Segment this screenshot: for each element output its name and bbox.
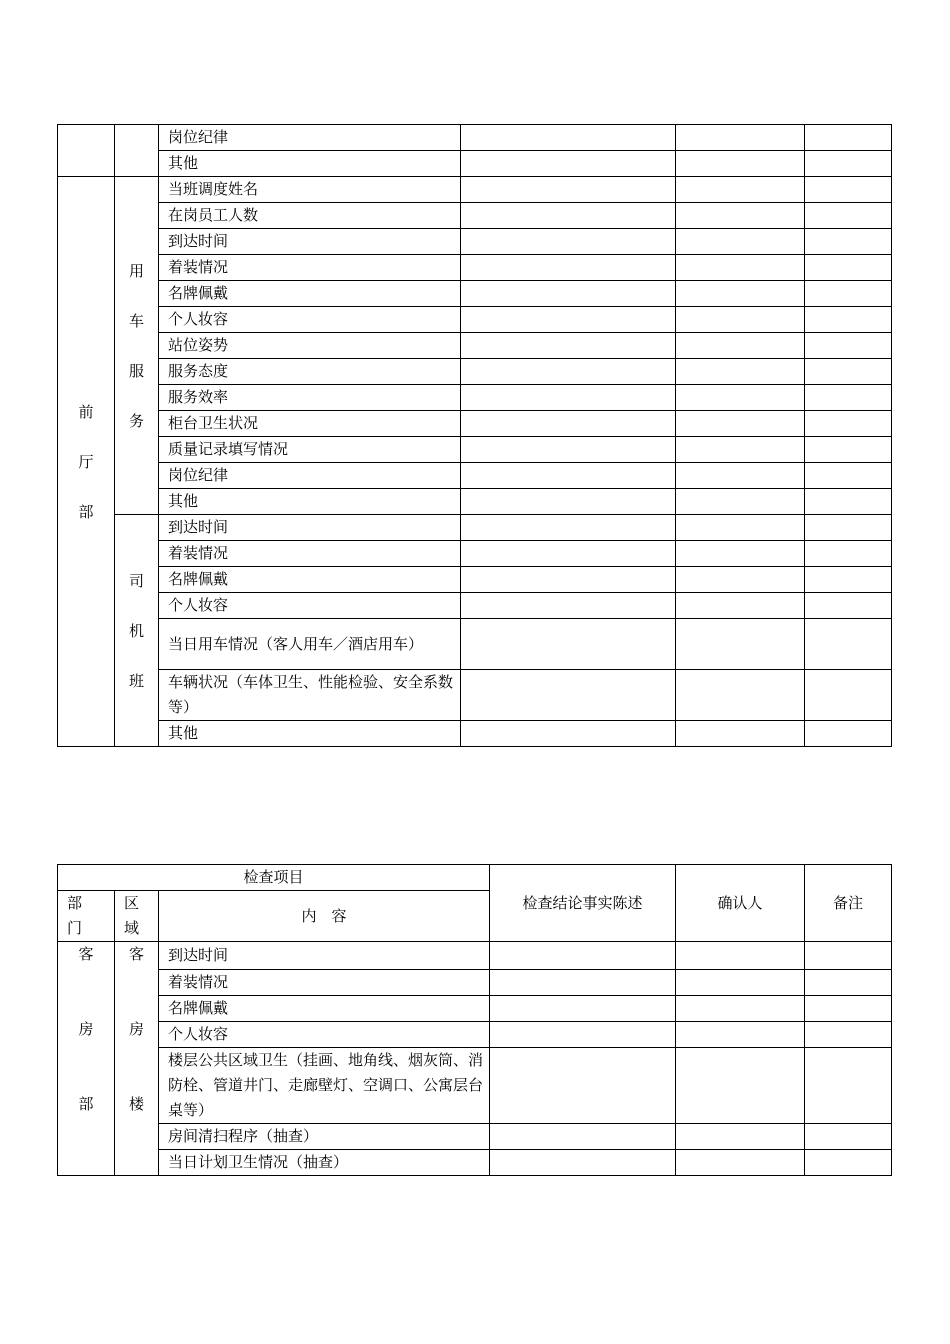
- row-conclusion-cell: [490, 1022, 676, 1048]
- area-char: 班: [128, 671, 144, 690]
- header-area-text: 区域: [124, 894, 140, 937]
- row-confirmer-cell: [676, 670, 805, 721]
- table-row: [58, 489, 892, 515]
- row-conclusion-cell: [461, 307, 676, 333]
- row-content: 个人妆容: [159, 1022, 490, 1048]
- row-remarks-cell: [805, 670, 892, 721]
- row-confirmer-cell: [676, 255, 805, 281]
- row-remarks-cell: [805, 721, 892, 747]
- row-content: 楼层公共区域卫生（挂画、地角线、烟灰筒、消防栓、管道井门、走廊壁灯、空调口、公寓层台桌等）: [159, 1048, 490, 1124]
- dept-cell: [58, 125, 115, 177]
- row-content: 名牌佩戴: [159, 996, 490, 1022]
- dept-char: 部: [78, 1095, 94, 1113]
- row-remarks-cell: [805, 307, 892, 333]
- row-confirmer-cell: [676, 177, 805, 203]
- row-conclusion-cell: [490, 996, 676, 1022]
- row-confirmer-cell: [676, 229, 805, 255]
- table-row: [58, 1124, 892, 1150]
- row-conclusion-cell: [490, 942, 676, 970]
- row-conclusion-cell: [461, 593, 676, 619]
- table-row: [58, 942, 892, 970]
- area-char: 务: [128, 411, 144, 430]
- dept-cell-housekeeping: [58, 942, 115, 1176]
- row-remarks-cell: [805, 411, 892, 437]
- row-remarks-cell: [805, 385, 892, 411]
- row-conclusion-cell: [490, 1150, 676, 1176]
- row-confirmer-cell: [676, 203, 805, 229]
- row-confirmer-cell: [676, 567, 805, 593]
- table-row: [58, 333, 892, 359]
- row-conclusion-cell: [461, 411, 676, 437]
- table-row: [58, 721, 892, 747]
- row-content: 当班调度姓名: [159, 177, 461, 203]
- row-content: 服务效率: [159, 385, 461, 411]
- table-row: [58, 996, 892, 1022]
- row-conclusion-cell: [461, 281, 676, 307]
- row-confirmer-cell: [676, 125, 805, 151]
- dept-char: 部: [78, 502, 94, 521]
- area-char: 机: [128, 621, 144, 640]
- row-confirmer-cell: [676, 593, 805, 619]
- row-conclusion-cell: [461, 255, 676, 281]
- table-row: [58, 385, 892, 411]
- table-row: [58, 670, 892, 721]
- row-content: 房间清扫程序（抽查）: [159, 1124, 490, 1150]
- row-content: 其他: [159, 489, 461, 515]
- row-confirmer-cell: [676, 1048, 805, 1124]
- row-conclusion-cell: [461, 125, 676, 151]
- row-remarks-cell: [805, 593, 892, 619]
- header-area: [115, 891, 159, 942]
- row-remarks-cell: [805, 489, 892, 515]
- row-conclusion-cell: [490, 1048, 676, 1124]
- row-conclusion-cell: [461, 333, 676, 359]
- header-dept: [58, 891, 115, 942]
- dept-cell-front-office: [58, 177, 115, 747]
- table-row: [58, 359, 892, 385]
- area-char: 司: [128, 571, 144, 590]
- row-confirmer-cell: [676, 996, 805, 1022]
- row-confirmer-cell: [676, 1022, 805, 1048]
- table-row: [58, 125, 892, 151]
- row-conclusion-cell: [461, 177, 676, 203]
- row-content: 个人妆容: [159, 307, 461, 333]
- row-confirmer-cell: [676, 151, 805, 177]
- area-cell-driver-team: [115, 515, 159, 747]
- table-row: [58, 463, 892, 489]
- header-dept-text: 部门: [67, 894, 83, 937]
- row-content: 站位姿势: [159, 333, 461, 359]
- row-remarks-cell: [805, 970, 892, 996]
- row-remarks-cell: [805, 203, 892, 229]
- row-remarks-cell: [805, 177, 892, 203]
- row-content: 个人妆容: [159, 593, 461, 619]
- area-cell: [115, 125, 159, 177]
- row-remarks-cell: [805, 1048, 892, 1124]
- row-content: 着装情况: [159, 970, 490, 996]
- header-conclusion: 检查结论事实陈述: [490, 865, 676, 942]
- row-remarks-cell: [805, 619, 892, 670]
- row-content: 其他: [159, 721, 461, 747]
- table-row: [58, 177, 892, 203]
- table-row: [58, 1150, 892, 1176]
- row-content: 在岗员工人数: [159, 203, 461, 229]
- header-content: 内 容: [159, 891, 490, 942]
- row-remarks-cell: [805, 996, 892, 1022]
- row-confirmer-cell: [676, 437, 805, 463]
- table-row: [58, 151, 892, 177]
- row-content: 柜台卫生状况: [159, 411, 461, 437]
- row-remarks-cell: [805, 1150, 892, 1176]
- row-confirmer-cell: [676, 1124, 805, 1150]
- table-row: [58, 1048, 892, 1124]
- dept-char: 厅: [78, 452, 94, 471]
- row-confirmer-cell: [676, 515, 805, 541]
- row-confirmer-cell: [676, 619, 805, 670]
- row-conclusion-cell: [461, 385, 676, 411]
- row-conclusion-cell: [461, 567, 676, 593]
- row-confirmer-cell: [676, 281, 805, 307]
- row-content: 名牌佩戴: [159, 567, 461, 593]
- row-conclusion-cell: [461, 721, 676, 747]
- row-remarks-cell: [805, 567, 892, 593]
- row-confirmer-cell: [676, 359, 805, 385]
- table-row: [58, 437, 892, 463]
- row-remarks-cell: [805, 281, 892, 307]
- row-confirmer-cell: [676, 721, 805, 747]
- row-content: 车辆状况（车体卫生、性能检验、安全系数等）: [159, 670, 461, 721]
- row-remarks-cell: [805, 1124, 892, 1150]
- dept-char: 客: [78, 945, 94, 963]
- row-confirmer-cell: [676, 541, 805, 567]
- row-confirmer-cell: [676, 307, 805, 333]
- area-char: 楼: [128, 1095, 144, 1113]
- table-row: [58, 255, 892, 281]
- row-confirmer-cell: [676, 385, 805, 411]
- row-remarks-cell: [805, 942, 892, 970]
- table-row: [58, 619, 892, 670]
- area-char: 服: [128, 361, 144, 380]
- row-confirmer-cell: [676, 411, 805, 437]
- row-remarks-cell: [805, 255, 892, 281]
- table-row: [58, 567, 892, 593]
- row-content: 名牌佩戴: [159, 281, 461, 307]
- row-confirmer-cell: [676, 333, 805, 359]
- row-conclusion-cell: [461, 489, 676, 515]
- table-row: [58, 1022, 892, 1048]
- row-confirmer-cell: [676, 489, 805, 515]
- row-content: 当日计划卫生情况（抽查）: [159, 1150, 490, 1176]
- table-row: [58, 307, 892, 333]
- row-conclusion-cell: [461, 541, 676, 567]
- row-content: 其他: [159, 151, 461, 177]
- table-row: [58, 229, 892, 255]
- row-remarks-cell: [805, 333, 892, 359]
- row-confirmer-cell: [676, 942, 805, 970]
- row-confirmer-cell: [676, 1150, 805, 1176]
- inspection-table-housekeeping: [57, 864, 892, 1176]
- row-content: 岗位纪律: [159, 125, 461, 151]
- row-content: 到达时间: [159, 515, 461, 541]
- row-confirmer-cell: [676, 970, 805, 996]
- table-row: [58, 515, 892, 541]
- row-content: 服务态度: [159, 359, 461, 385]
- row-conclusion-cell: [461, 151, 676, 177]
- dept-char: 前: [78, 402, 94, 421]
- area-char: 房: [128, 1020, 144, 1038]
- table-row: [58, 970, 892, 996]
- row-conclusion-cell: [490, 970, 676, 996]
- row-conclusion-cell: [461, 437, 676, 463]
- row-remarks-cell: [805, 1022, 892, 1048]
- row-confirmer-cell: [676, 463, 805, 489]
- row-content: 着装情况: [159, 255, 461, 281]
- row-remarks-cell: [805, 541, 892, 567]
- header-check-items: 检查项目: [58, 865, 490, 891]
- row-conclusion-cell: [490, 1124, 676, 1150]
- header-confirmer: 确认人: [676, 865, 805, 942]
- row-conclusion-cell: [461, 670, 676, 721]
- row-remarks-cell: [805, 359, 892, 385]
- area-char: 客: [128, 945, 144, 963]
- row-conclusion-cell: [461, 515, 676, 541]
- area-char: 用: [128, 261, 144, 280]
- row-remarks-cell: [805, 437, 892, 463]
- area-cell-guest-floor: [115, 942, 159, 1176]
- table-row: [58, 541, 892, 567]
- table-row: [58, 203, 892, 229]
- row-content: 到达时间: [159, 942, 490, 970]
- row-remarks-cell: [805, 515, 892, 541]
- row-content: 到达时间: [159, 229, 461, 255]
- row-conclusion-cell: [461, 463, 676, 489]
- row-content: 当日用车情况（客人用车／酒店用车）: [159, 619, 461, 670]
- row-conclusion-cell: [461, 619, 676, 670]
- header-remarks: 备注: [805, 865, 892, 942]
- row-content: 质量记录填写情况: [159, 437, 461, 463]
- table-row: [58, 411, 892, 437]
- dept-char: 房: [78, 1020, 94, 1038]
- row-content: 岗位纪律: [159, 463, 461, 489]
- row-remarks-cell: [805, 463, 892, 489]
- area-char: 车: [128, 311, 144, 330]
- row-conclusion-cell: [461, 203, 676, 229]
- inspection-table-front-office: [57, 124, 892, 747]
- row-remarks-cell: [805, 151, 892, 177]
- row-remarks-cell: [805, 229, 892, 255]
- row-conclusion-cell: [461, 229, 676, 255]
- area-cell-car-service: [115, 177, 159, 515]
- table-row: [58, 593, 892, 619]
- row-conclusion-cell: [461, 359, 676, 385]
- table-row: [58, 281, 892, 307]
- row-remarks-cell: [805, 125, 892, 151]
- row-content: 着装情况: [159, 541, 461, 567]
